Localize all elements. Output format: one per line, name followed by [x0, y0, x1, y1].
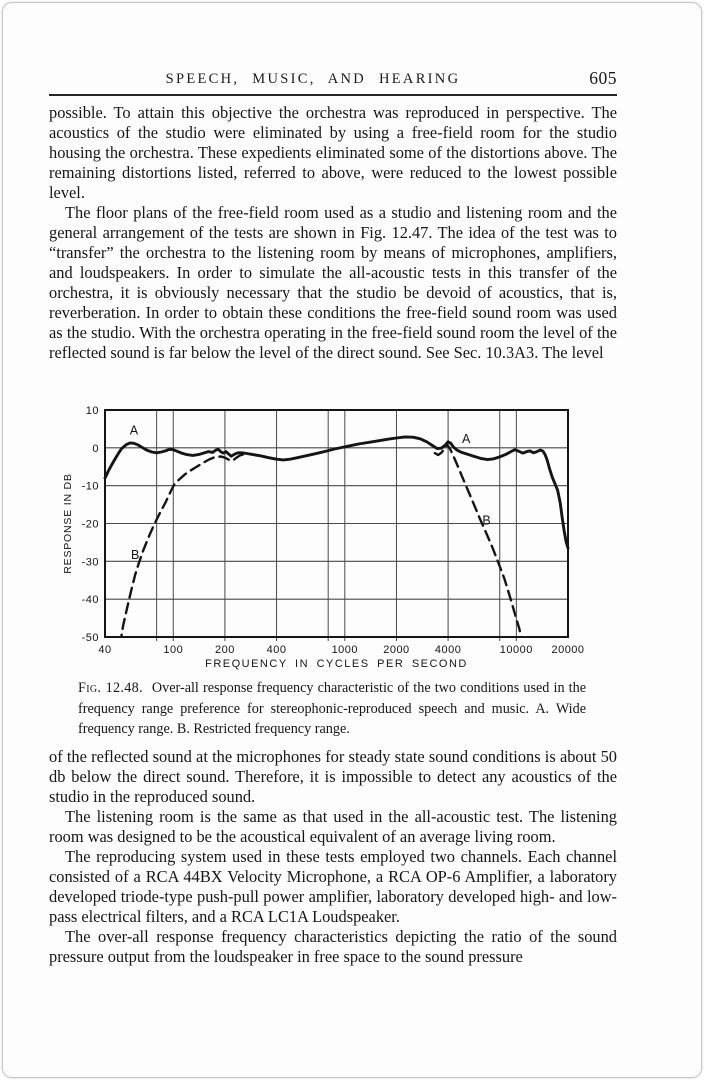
header-rule	[49, 94, 617, 96]
x-tick-label: 4000	[434, 644, 462, 656]
x-tick-label: 20000	[551, 644, 585, 656]
paragraph: The floor plans of the free-field room used as a studio and listening room and the general arrangement of the tests are shown in Fig. 12.47. The idea of the test was to “transfer” the orchestra to the listening room by means of microphones, amplifiers, and loudspeakers. In order to simulate the all-acoustic tests in this transfer of the orchestra, it is obviously necessary that the studio be devoid of acoustics, that is, reverberation. In order to obtain these conditions the free-field sound room was used as the studio. With the orchestra operating in the free-field sound room the level of the reflected sound is far below the level of the direct sound. See Sec. 10.3A3. The level	[49, 203, 617, 362]
x-axis-label: FREQUENCY IN CYCLES PER SECOND	[205, 658, 468, 670]
response-frequency-chart	[0, 400, 704, 672]
paragraph: possible. To attain this objective the orchestra was reproduced in perspective. The acoustics of the studio were eliminated by using a free-field room for the studio housing the orchestra. These expedients eliminated some of the distortions above. The remaining distortions listed, referred to above, were reduced to the lowest possible level.	[49, 103, 617, 202]
x-tick-label: 200	[214, 644, 235, 656]
curve-label-A: A	[129, 423, 139, 438]
y-tick-label: 0	[92, 442, 99, 455]
x-tick-label: 1000	[331, 644, 359, 656]
page-header	[49, 68, 617, 95]
x-tick-label: 40	[98, 644, 112, 656]
paragraph: The listening room is the same as that used in the all-acoustic test. The listening room was designed to be the acoustical equivalent of an average living room.	[49, 807, 617, 846]
y-tick-label: -50	[81, 632, 99, 644]
curve-A	[105, 437, 568, 548]
text-block-lower	[49, 747, 617, 967]
paragraph: The over-all response frequency characteristics depicting the ratio of the sound pressure output from the loudspeaker in free space to the sound pressure	[49, 927, 617, 966]
figure-caption	[78, 678, 586, 740]
paragraph: of the reflected sound at the microphones for steady state sound conditions is about 50 db below the direct sound. Therefore, it is impossible to detect any acoustics of the studio in the reproduced sound.	[49, 747, 617, 806]
figure-caption-text: Over-all response frequency characteristic of the two conditions used in the frequency range preference for stereophonic-reproduced speech and music. A. Wide frequency range. B. Restricted frequency range.	[78, 680, 586, 737]
chart-svg	[0, 400, 704, 672]
y-tick-label: -40	[81, 594, 99, 607]
running-head-title: SPEECH, MUSIC, AND HEARING	[165, 71, 461, 87]
y-tick-label: -10	[81, 480, 99, 493]
curve-label-B: B	[482, 513, 491, 528]
y-axis-label: RESPONSE IN DB	[62, 473, 74, 574]
x-tick-label: 400	[266, 644, 287, 656]
figure-caption-label: Fig. 12.48.	[78, 680, 143, 696]
x-tick-label: 2000	[383, 644, 410, 656]
curve-label-B: B	[131, 547, 140, 562]
y-tick-label: -20	[81, 518, 99, 531]
y-tick-label: 10	[85, 405, 99, 417]
page-number: 605	[589, 68, 617, 88]
x-tick-label: 100	[163, 644, 184, 656]
x-tick-label: 10000	[499, 644, 533, 656]
text-block-upper	[49, 103, 617, 363]
y-tick-label: -30	[81, 556, 99, 569]
curve-label-A: A	[462, 432, 471, 447]
paragraph: The reproducing system used in these tests employed two channels. Each channel consisted of a RCA 44BX Velocity Microphone, a RCA OP-6 Amplifier, a laboratory developed triode-type push-pull power amplifier, laboratory developed high- and low-pass electrical filters, and a RCA LC1A Loudspeaker.	[49, 847, 617, 926]
